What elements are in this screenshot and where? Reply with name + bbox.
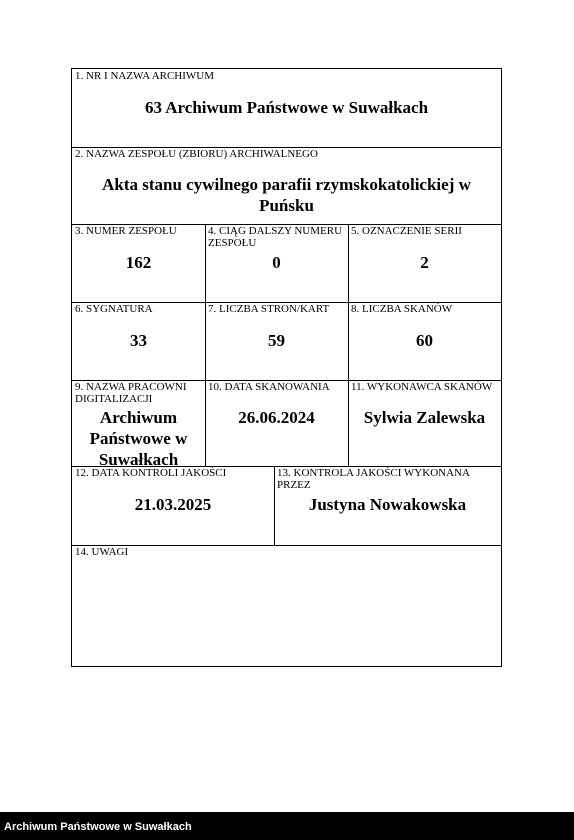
pages-value: 59 (268, 331, 285, 350)
scan-date-value: 26.06.2024 (238, 408, 315, 427)
fond-number-label: 3. NUMER ZESPOŁU (75, 225, 177, 237)
qc-by-value: Justyna Nowakowska (308, 495, 467, 514)
archive-label: 1. NR I NAZWA ARCHIWUM (75, 70, 215, 82)
qc-date-label: 12. DATA KONTROLI JAKOŚCI (75, 467, 227, 479)
studio-cell (71, 380, 206, 467)
scans-cell (348, 302, 502, 381)
qc-by-label: 13. KONTROLA JAKOŚCI WYKONANA PRZEZ (277, 467, 470, 491)
qc-by-cell (274, 466, 502, 546)
studio-label: 9. NAZWA PRACOWNI DIGITALIZACJI (75, 381, 187, 405)
fond-number-value: 162 (125, 253, 152, 272)
footer-bar (0, 812, 574, 840)
fond-name-value: Akta stanu cywilnego parafii rzymskokatolickiej w Puńsku (102, 175, 471, 215)
fond-continuation-cell (205, 224, 349, 303)
signature-label: 6. SYGNATURA (75, 303, 153, 315)
scanner-value: Sylwia Zalewska (363, 408, 486, 427)
series-label: 5. OZNACZENIE SERII (351, 225, 462, 237)
scans-value: 60 (416, 331, 433, 350)
archive-value: 63 Archiwum Państwowe w Suwałkach (144, 98, 429, 117)
pages-cell (205, 302, 349, 381)
scanner-cell (348, 380, 502, 467)
fond-continuation-label: 4. CIĄG DALSZY NUMERU ZESPOŁU (208, 225, 343, 249)
signature-value: 33 (130, 331, 147, 350)
fond-number-cell (71, 224, 206, 303)
fond-name-cell (71, 147, 502, 225)
scan-date-label: 10. DATA SKANOWANIA (208, 381, 330, 393)
archive-cell (71, 68, 502, 148)
notes-cell (71, 545, 502, 667)
scanner-label: 11. WYKONAWCA SKANÓW (351, 381, 493, 393)
footer-text: Archiwum Państwowe w Suwałkach (4, 821, 192, 833)
series-cell (348, 224, 502, 303)
qc-date-cell (71, 466, 275, 546)
scans-label: 8. LICZBA SKANÓW (351, 303, 453, 315)
signature-cell (71, 302, 206, 381)
fond-continuation-value: 0 (272, 253, 281, 272)
studio-value: Archiwum Państwowe w Suwałkach (89, 408, 188, 469)
scan-date-cell (205, 380, 349, 467)
pages-label: 7. LICZBA STRON/KART (208, 303, 330, 315)
notes-label: 14. UWAGI (75, 546, 129, 558)
fond-name-label: 2. NAZWA ZESPOŁU (ZBIORU) ARCHIWALNEGO (75, 148, 318, 160)
series-value: 2 (420, 253, 429, 272)
qc-date-value: 21.03.2025 (134, 495, 212, 514)
